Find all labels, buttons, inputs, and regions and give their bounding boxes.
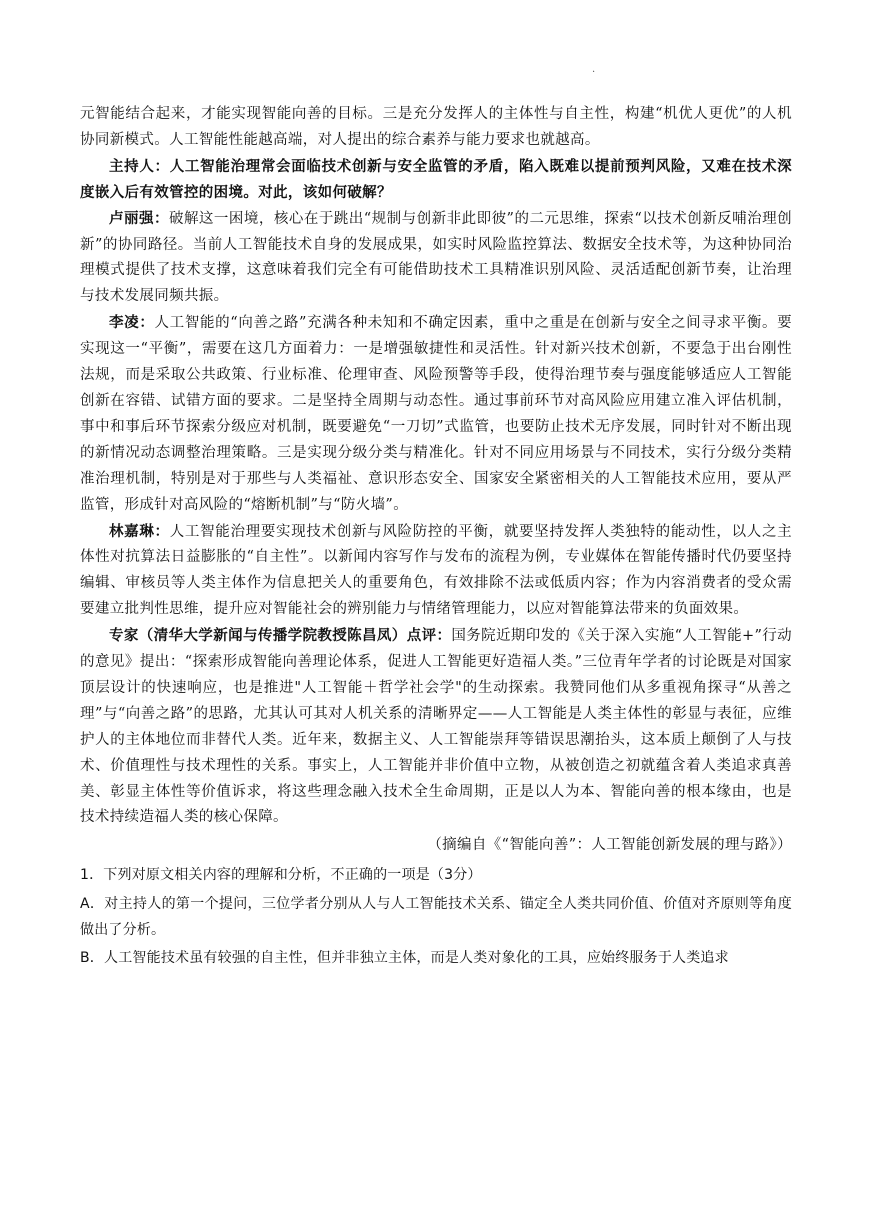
source-citation: （摘编自《“智能向善”：人工智能创新发展的理与路》） xyxy=(427,837,792,854)
speaker-paragraph-lin xyxy=(80,519,792,624)
speaker-label: 林嘉琳： xyxy=(109,522,170,540)
paragraph-text: 破解这一困境，核心在于跳出“规制与创新非此即彼”的二元思维，探索“以技术创新反哺治理创新”的协同路径。当前人工智能技术自身的发展成果，如实时风险监控算法、数据安全技术等，为这种协同治理模式提供了技术支撑，这意味着我们完全有可能借助技术工具精准识别风险、灵活适配创新节奏，让治理与技术发展同频共振。 xyxy=(80,210,792,305)
question-option-a xyxy=(80,891,792,943)
option-label: A． xyxy=(80,896,105,913)
option-text: 对主持人的第一个提问，三位学者分别从人与人工智能技术关系、锚定全人类共同价值、价值对齐原则等角度做出了分析。 xyxy=(80,896,792,939)
speaker-label: 卢丽强： xyxy=(109,209,169,227)
option-label: B． xyxy=(80,950,105,967)
host-question xyxy=(80,154,792,206)
speaker-label: 主持人： xyxy=(109,157,170,175)
question-block xyxy=(80,860,792,974)
speaker-label: 专家（清华大学新闻与传播学院教授陈昌凤）点评： xyxy=(109,627,452,645)
paragraph-continuation xyxy=(80,102,792,154)
paragraph-text: 元智能结合起来，才能实现智能向善的目标。三是充分发挥人的主体性与自主性，构建“机优人更优”的人机协同新模式。人工智能性能越高端，对人提出的综合素养与能力要求也就越高。 xyxy=(80,106,792,148)
speaker-paragraph-lu xyxy=(80,206,792,311)
header-mark: . xyxy=(592,64,596,75)
paragraph-text: 人工智能的“向善之路”充满各种未知和不确定因素，重中之重是在创新与安全之间寻求平衡。要实现这一“平衡”，需要在这几方面着力：一是增强敏捷性和灵活性。针对新兴技术创新，不要急于出台刚性法规，而是采取公共政策、行业标准、伦理审查、风险预警等手段，使得治理节奏与强度能够适应人工智能创新在容错、试错方面的要求。二是坚持全周期与动态性。通过事前环节对高风险应用建立准入评估机制，事中和事后环节探索分级应对机制，既要避免“一刀切”式监管，也要防止技术无序发展，同时针对不断出现的新情况动态调整治理策略。三是实现分级分类与精准化。针对不同应用场景与不同技术，实行分级分类精准治理机制，特别是对于那些与人类福祉、意识形态安全、国家安全紧密相关的人工智能技术应用，要从严监管，形成针对高风险的“熔断机制”与“防火墙”。 xyxy=(80,315,792,513)
question-option-b xyxy=(80,943,792,974)
speaker-label: 李凌： xyxy=(109,314,155,332)
article-body xyxy=(80,102,792,974)
question-stem: 1．下列对原文相关内容的理解和分析，不正确的一项是（3分） xyxy=(80,867,482,884)
host-question-text: 人工智能治理常会面临技术创新与安全监管的矛盾，陷入既难以提前预判风险，又难在技术深度嵌入后有效管控的困境。对此，该如何破解？ xyxy=(80,157,792,201)
paragraph-text: 国务院近期印发的《关于深入实施“人工智能+”行动的意见》提出：“探索形成智能向善理论体系，促进人工智能更好造福人类。”三位青年学者的讨论既是对国家顶层设计的快速响应，也是推进"人工智能＋哲学社会学"的生动探索。我赞同他们从多重视角探寻“从善之理”与“向善之路”的思路，尤其认可其对人机关系的清晰界定——人工智能是人类主体性的彰显与表征，应维护人的主体地位而非替代人类。近年来，数据主义、人工智能崇拜等错误思潮抬头，这本质上颠倒了人与技术、价值理性与技术理性的关系。事实上，人工智能并非价值中立物，从被创造之初就蕴含着人类追求真善美、彰显主体性等价值诉求，将这些理念融入技术全生命周期，正是以人为本、智能向善的根本缘由，也是技术持续造福人类的核心保障。 xyxy=(80,628,792,826)
option-text: 人工智能技术虽有较强的自主性，但并非独立主体，而是人类对象化的工具，应始终服务于人类追求 xyxy=(104,950,729,967)
paragraph-text: 人工智能治理要实现技术创新与风险防控的平衡，就要坚持发挥人类独特的能动性，以人之主体性对抗算法日益膨胀的“自主性”。以新闻内容写作与发布的流程为例，专业媒体在智能传播时代仍要坚持编辑、审核员等人类主体作为信息把关人的重要角色，有效排除不法或低质内容；作为内容消费者的受众需要建立批判性思维，提升应对智能社会的辨别能力与情绪管理能力，以应对智能算法带来的负面效果。 xyxy=(80,523,792,618)
speaker-paragraph-li xyxy=(80,310,792,518)
expert-comment xyxy=(80,623,792,831)
